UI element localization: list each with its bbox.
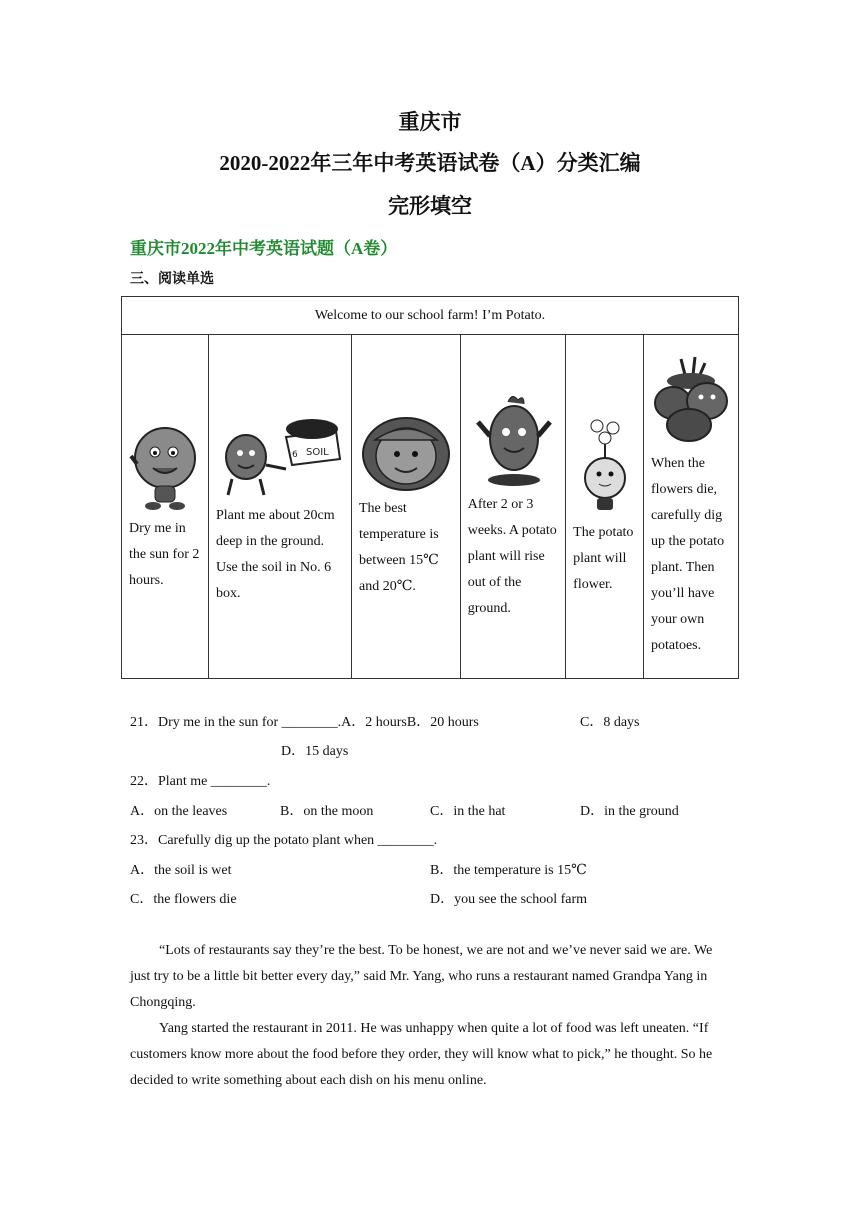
question-21-option-a[interactable]: A．2 hours bbox=[341, 715, 407, 730]
svg-text:SOIL: SOIL bbox=[306, 446, 329, 458]
potato-plant-icon bbox=[468, 392, 558, 488]
passage-paragraph-1: “Lots of restaurants say they’re the best. To be honest, we are not and we’ve never said we are. We just try to be a little bit better every day,” said Mr. Yang, who runs a restaurant named Grandpa Yang in Chongqing. bbox=[130, 943, 713, 1010]
table-cell-5 bbox=[566, 335, 644, 679]
reading-passage bbox=[130, 938, 730, 1094]
question-21 bbox=[130, 711, 479, 731]
potato-with-soil-box-icon bbox=[216, 407, 344, 499]
question-23-option-c[interactable]: C．the flowers die bbox=[130, 892, 237, 907]
part-label: 三、阅读单选 bbox=[130, 272, 214, 287]
question-22-stem: 22．Plant me ________. bbox=[130, 774, 271, 789]
question-22-option-c[interactable]: C．in the hat bbox=[430, 804, 506, 819]
cell-text-6: When the flowers die, carefully dig up the potato plant. Then you’ll have your own potatoes. bbox=[650, 455, 725, 653]
potato-hat-icon bbox=[361, 414, 451, 492]
passage-paragraph-2: Yang started the restaurant in 2011. He was unhappy when quite a lot of food was left uneaten. “If customers know more about the food before they order, they will know what to pick,” he thought. So he decided to write something about each dish on his menu online. bbox=[130, 1021, 713, 1088]
cell-text-2: Plant me about 20cm deep in the ground. Use the soil in No. 6 box. bbox=[216, 507, 335, 601]
question-23-option-d[interactable]: D．you see the school farm bbox=[430, 892, 588, 907]
question-23-option-b[interactable]: B．the temperature is 15℃ bbox=[430, 863, 587, 878]
svg-text:6: 6 bbox=[292, 449, 298, 460]
cell-text-4: After 2 or 3 weeks. A potato plant will rise out of the ground. bbox=[467, 496, 557, 616]
school-farm-table bbox=[121, 296, 739, 679]
table-header: Welcome to our school farm! I’m Potato. bbox=[122, 297, 739, 335]
question-21-option-d[interactable]: D．15 days bbox=[281, 744, 349, 759]
table-cell-4 bbox=[460, 335, 565, 679]
table-cell-1 bbox=[122, 335, 209, 679]
question-23-stem: 23．Carefully dig up the potato plant when ________. bbox=[130, 833, 438, 848]
question-22-option-d[interactable]: D．in the ground bbox=[580, 804, 679, 819]
section-heading: 重庆市2022年中考英语试题（A卷） bbox=[130, 239, 398, 258]
title-city: 重庆市 bbox=[398, 110, 462, 134]
question-23-option-a[interactable]: A．the soil is wet bbox=[130, 863, 232, 878]
cell-text-5: The potato plant will flower. bbox=[573, 524, 634, 592]
table-cell-2 bbox=[209, 335, 352, 679]
cell-text-3: The best temperature is between 15℃ and 20℃. bbox=[359, 500, 439, 594]
question-21-stem: 21．Dry me in the sun for ________. bbox=[130, 715, 342, 730]
question-21-option-c[interactable]: C．8 days bbox=[580, 715, 640, 730]
cell-text-1: Dry me in the sun for 2 hours. bbox=[129, 520, 200, 588]
flowering-potato-icon bbox=[575, 416, 635, 516]
table-cell-6 bbox=[643, 335, 738, 679]
title-topic: 完形填空 bbox=[388, 194, 472, 218]
table-cell-3 bbox=[352, 335, 461, 679]
harvested-potatoes-icon bbox=[651, 355, 731, 447]
question-22-option-a[interactable]: A．on the leaves bbox=[130, 804, 228, 819]
title-collection: 2020-2022年三年中考英语试卷（A）分类汇编 bbox=[219, 151, 641, 175]
question-21-option-b[interactable]: B．20 hours bbox=[406, 715, 479, 730]
smiling-potato-icon bbox=[129, 420, 201, 512]
question-22-option-b[interactable]: B．on the moon bbox=[280, 804, 374, 819]
